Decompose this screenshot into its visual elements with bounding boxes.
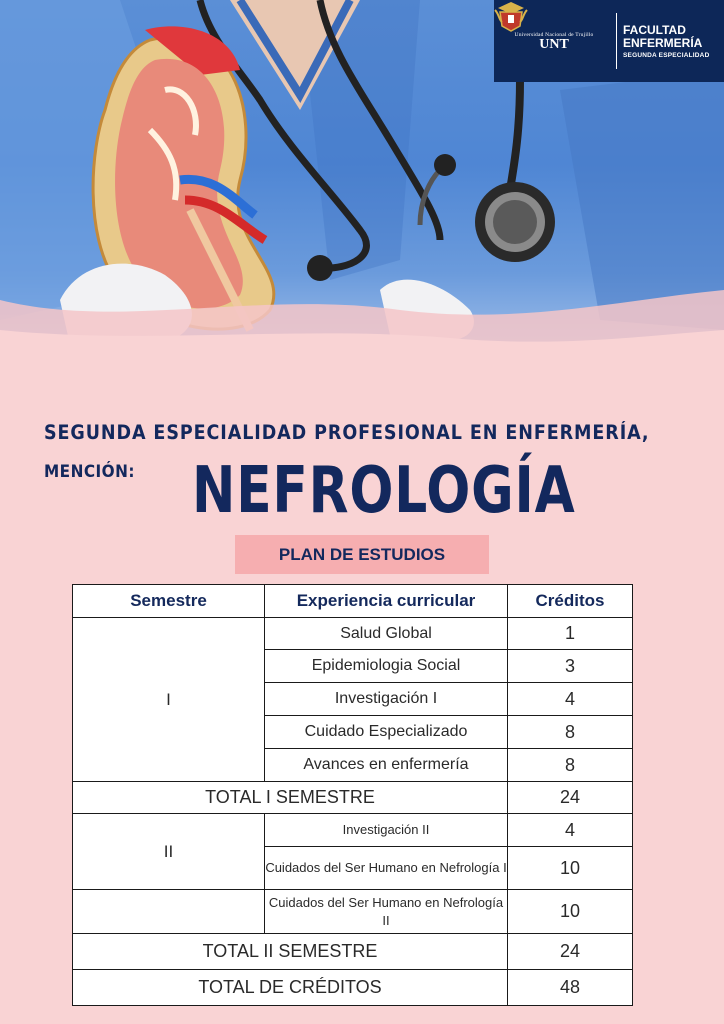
- grand-total-credits-cell: 48: [508, 970, 633, 1006]
- credits-cell: 1: [508, 618, 633, 650]
- faculty-line-1: FACULTAD: [623, 22, 686, 37]
- credits-cell: 8: [508, 716, 633, 749]
- plan-label: PLAN DE ESTUDIOS: [278, 544, 446, 564]
- program-subtitle: SEGUNDA ESPECIALIDAD PROFESIONAL EN ENFERMERÍA,: [44, 421, 650, 444]
- grand-total-label-cell: TOTAL DE CRÉDITOS: [73, 970, 508, 1006]
- course-cell: Cuidados del Ser Humano en Nefrología II: [265, 890, 508, 934]
- faculty-line-3: SEGUNDA ESPECIALIDAD: [623, 51, 710, 59]
- header-credits: Créditos: [508, 585, 633, 618]
- course-cell: Avances en enfermería: [265, 749, 508, 782]
- semester-cell: I: [73, 618, 265, 782]
- credits-cell: 10: [508, 890, 633, 934]
- empty-semester-cell: [73, 890, 265, 934]
- course-cell: Epidemiologia Social: [265, 650, 508, 683]
- course-cell: Cuidados del Ser Humano en Nefrología I: [265, 847, 508, 890]
- semester-total-row: [73, 782, 633, 814]
- total-label-cell: TOTAL I SEMESTRE: [73, 782, 508, 814]
- semester-total-row: [73, 934, 633, 970]
- university-crest-icon: [494, 0, 528, 32]
- table-row: [73, 618, 633, 650]
- credits-cell: 8: [508, 749, 633, 782]
- course-cell: Salud Global: [265, 618, 508, 650]
- total-label-cell: TOTAL II SEMESTRE: [73, 934, 508, 970]
- credits-cell: 10: [508, 847, 633, 890]
- logo-divider: [616, 13, 617, 69]
- grand-total-row: [73, 970, 633, 1006]
- table-row: [73, 890, 633, 934]
- semester-cell: II: [73, 814, 265, 890]
- course-cell: Cuidado Especializado: [265, 716, 508, 749]
- course-cell: Investigación II: [265, 814, 508, 847]
- faculty-name: [623, 24, 709, 59]
- university-logo-banner: [494, 0, 724, 82]
- university-abbr: UNT: [539, 37, 569, 52]
- course-cell: Investigación I: [265, 683, 508, 716]
- credits-cell: 3: [508, 650, 633, 683]
- mention-label: MENCIÓN:: [44, 462, 135, 482]
- faculty-line-2: ENFERMERÍA: [623, 35, 703, 50]
- plan-badge: [235, 535, 489, 574]
- table-header-row: [73, 585, 633, 618]
- unt-logo: [494, 30, 614, 52]
- specialty-title: NEFROLOGÍA: [192, 454, 576, 528]
- table-row: [73, 814, 633, 847]
- header-course: Experiencia curricular: [265, 585, 508, 618]
- total-credits-cell: 24: [508, 782, 633, 814]
- credits-cell: 4: [508, 683, 633, 716]
- hero-image: [0, 0, 724, 365]
- credits-cell: 4: [508, 814, 633, 847]
- header-semester: Semestre: [73, 585, 265, 618]
- curriculum-table: [72, 584, 633, 1006]
- total-credits-cell: 24: [508, 934, 633, 970]
- university-name: Universidad Nacional de Trujillo: [514, 32, 594, 38]
